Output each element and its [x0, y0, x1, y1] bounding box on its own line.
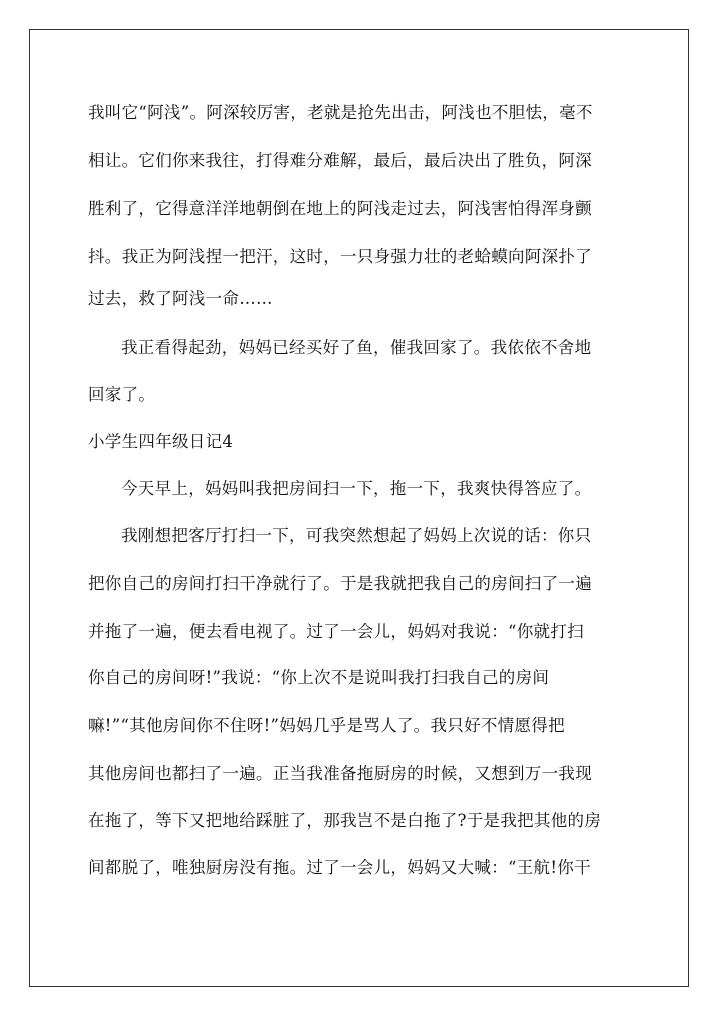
text-line: 胜利了，它得意洋洋地朝倒在地上的阿浅走过去，阿浅害怕得浑身颤: [88, 199, 592, 218]
text-line: 抖。我正为阿浅捏一把汗，这时，一只身强力壮的老蛤蟆向阿深扑了: [88, 247, 592, 266]
page-border: [29, 29, 689, 987]
text-line: 过去，救了阿浅一命……: [88, 289, 273, 308]
section-heading: 小学生四年级日记4: [88, 432, 234, 451]
text-line: 你自己的房间呀!”我说：“你上次不是说叫我打扫我自己的房间: [88, 668, 550, 687]
text-line: 把你自己的房间打扫干净就行了。于是我就把我自己的房间扫了一遍: [88, 574, 592, 593]
text-line: 我刚想把客厅打扫一下，可我突然想起了妈妈上次说的话：你只: [121, 526, 592, 545]
text-line: 间都脱了，唯独厨房没有拖。过了一会儿，妈妈又大喊：“王航!你干: [88, 858, 591, 877]
text-line: 我正看得起劲，妈妈已经买好了鱼，催我回家了。我依依不舍地: [121, 338, 592, 357]
text-line: 回家了。: [88, 385, 156, 404]
text-line: 相让。它们你来我往，打得难分难解，最后，最后决出了胜负，阿深: [88, 151, 592, 170]
text-line: 我叫它“阿浅”。阿深较厉害，老就是抢先出击，阿浅也不胆怯，毫不: [88, 103, 593, 122]
text-line: 并拖了一遍，便去看电视了。过了一会儿，妈妈对我说：“你就打扫: [88, 622, 584, 641]
text-line: 在拖了，等下又把地给踩脏了，那我岂不是白拖了?于是我把其他的房: [88, 811, 602, 830]
text-line: 其他房间也都扫了一遍。正当我准备拖厨房的时候，又想到万一我现: [88, 764, 592, 783]
text-line: 嘛!”“其他房间你不住呀!”妈妈几乎是骂人了。我只好不情愿得把: [88, 716, 565, 735]
text-line: 今天早上，妈妈叫我把房间扫一下，拖一下，我爽快得答应了。: [121, 479, 592, 498]
